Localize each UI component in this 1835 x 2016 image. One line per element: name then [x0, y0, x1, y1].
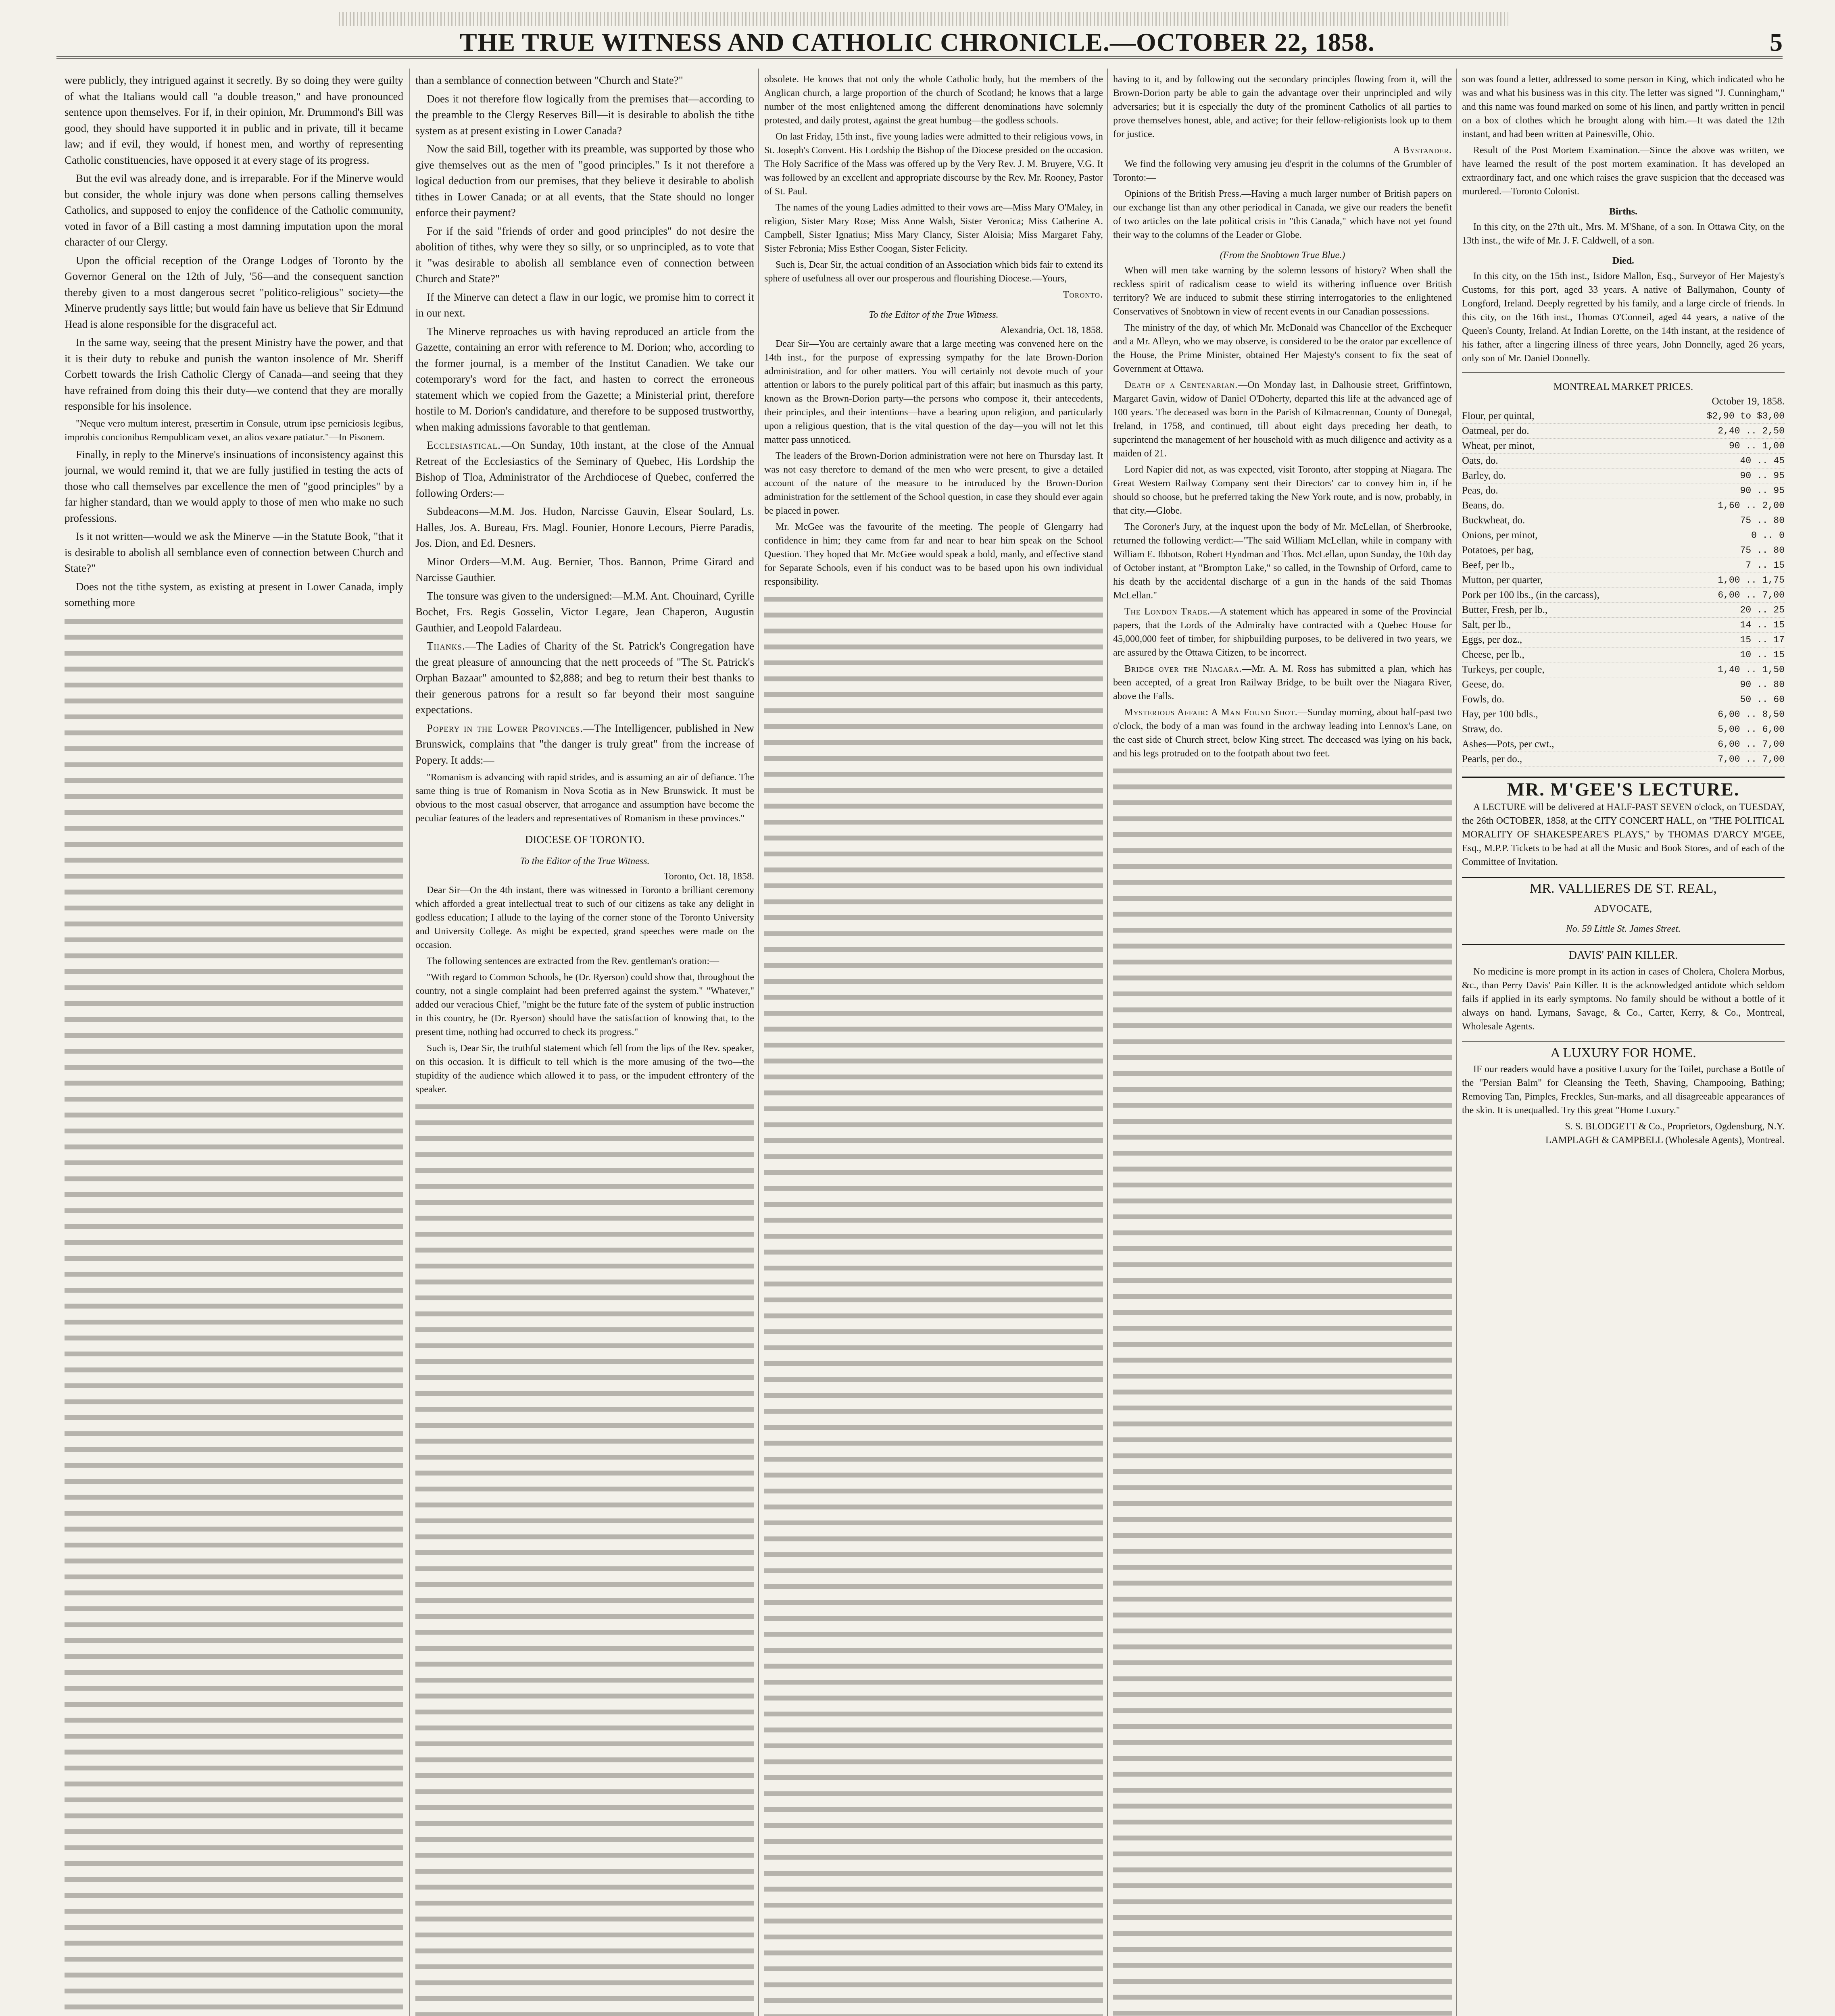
paragraph: Mysterious Affair: A Man Found Shot.—Sunday morning, about half-past two o'clock, the body of a man was found in the archway leading into Lennox's Lane, on the east side of Church street, below King street. The deceased was lying on his back, and his legs protruded on to the footpath about two feet.	[1113, 707, 1452, 759]
column-rule	[1107, 69, 1108, 2016]
market-row	[1462, 603, 1785, 618]
market-price: 0 .. 0	[1751, 530, 1785, 541]
pain-killer-heading: DAVIS' PAIN KILLER.	[1462, 944, 1785, 962]
market-price: 1,00 .. 1,75	[1718, 575, 1785, 585]
market-price: 50 .. 60	[1740, 694, 1785, 705]
market-prices-table	[1462, 372, 1785, 767]
paragraph: The Coroner's Jury, at the inquest upon the body of Mr. McLellan, of Sherbrooke, returned the following verdict:—"The said William McLellan, while in company with William E. Ibbotson, Robert Hyndman and Thos. McLellan, upon Sunday, the 10th day of October instant, at "Brompton Lake," so called, in the Township of Orford, came to his death by the accidental discharge of a gun in the hands of the said Thomas McLellan."	[1113, 522, 1452, 601]
paragraph: The ministry of the day, of which Mr. McDonald was Chancellor of the Exchequer and a Mr. Alleyn, who we may observe, is considered to be the orator par excellence of the House, the Prime Minister, obtained Her Majesty's consent to fix the seat of Government at Ottawa.	[1113, 323, 1452, 374]
paragraph: were publicly, they intrigued against it secretly. By so doing they were guilty of what the Italians would call "a double treason," and have pronounced sentence upon themselves. For if, in their opinion, Mr. Drummond's Bill was good, they should have supported it in public and in private, till it became law; and if evil, they would, if honest men, and worthy of representing Catholic constituencies, have opposed it at every stage of its progress.	[65, 74, 403, 166]
market-item: Flour, per quintal,	[1462, 410, 1535, 421]
market-item: Potatoes, per bag,	[1462, 545, 1534, 556]
market-item: Mutton, per quarter,	[1462, 575, 1543, 585]
source-line: (From the Snobtown True Blue.)	[1220, 250, 1345, 260]
births-heading: Births.	[1609, 206, 1637, 217]
market-price: 6,00 .. 8,50	[1718, 709, 1785, 720]
paragraph: The leaders of the Brown-Dorion administration were not here on Thursday last. It was not easy therefore to demand of the men who were present, to give a detailed account of the nature of the measure to be introduced by the Brown-Dorion administration for the settlement of the School question, in case they should ever again be placed in power.	[764, 451, 1103, 516]
market-price: 1,60 .. 2,00	[1718, 500, 1785, 511]
market-item: Buckwheat, do.	[1462, 515, 1525, 526]
paragraph: Bridge over the Niagara.—Mr. A. M. Ross has submitted a plan, which has been accepted, of a great Iron Railway Bridge, to be built over the Niagara River, above the Falls.	[1113, 664, 1452, 702]
signature: A Bystander.	[1393, 145, 1452, 156]
paragraph: obsolete. He knows that not only the whole Catholic body, but the members of the Anglican church, a large proportion of the church of Scotland; he knows that a large number of the most enlightened among the different denominations have solemnly protested, and daily protest, against the great humbug—the godless schools.	[764, 74, 1103, 126]
masthead-bleed-through	[339, 12, 1508, 26]
market-item: Onions, per minot,	[1462, 530, 1538, 541]
market-item: Turkeys, per couple,	[1462, 664, 1545, 675]
paragraph: Is it not written—would we ask the Minerve —in the Statute Book, "that it is desirable to abolish all semblance even of connection between Church and State?"	[65, 530, 403, 574]
section-subheading: To the Editor of the True Witness.	[869, 310, 999, 320]
paragraph: Thanks.—The Ladies of Charity of the St. Patrick's Congregation have the great pleasure of announcing that the nett proceeds of "The St. Patrick's Orphan Bazaar" amounted to $2,888; and beg to return their best thanks to their generous patrons for a result so far beyond their most sanguine expectations.	[415, 640, 754, 716]
pain-killer-advert: No medicine is more prompt in its action in cases of Cholera, Cholera Morbus, &c., than Perry Davis' Pain Killer. It is the acknowledged antidote which seldom fails if applied in its early symptoms. No family should be without a bottle of it always on hand. Lymans, Savage, & Co., Carter, Kerry, & Co., Montreal, Wholesale Agents.	[1462, 966, 1785, 1032]
market-row	[1462, 588, 1785, 603]
column-2	[415, 73, 754, 2016]
market-title: MONTREAL MARKET PRICES.	[1553, 381, 1693, 392]
market-price: 20 .. 25	[1740, 605, 1785, 615]
paragraph: Does not the tithe system, as existing at present in Lower Canada, imply something more	[65, 580, 403, 608]
divider	[1462, 372, 1785, 373]
quotation: "With regard to Common Schools, he (Dr. Ryerson) could show that, throughout the country, not a single complaint had been preferred against the system." "Whatever," added our veracious Chief, "might be the future fate of the system of public instruction in this country, he (Dr. Ryerson) should have the satisfaction of knowing that, to the present time, nothing had occurred to check its progress."	[415, 972, 754, 1037]
market-item: Salt, per lb.,	[1462, 619, 1511, 630]
lecture-notice: A LECTURE will be delivered at HALF-PAST SEVEN o'clock, on TUESDAY, the 26th OCTOBER, 1858, at the CITY CONCERT HALL, on "THE POLITICAL MORALITY OF SHAKESPEARE'S PLAYS," by THOMAS D'ARCY M'GEE, Esq., M.P.P. Tickets to be had at all the Music and Book Stores, and of each of the Committee of Invitation.	[1462, 802, 1785, 867]
market-price: 75 .. 80	[1740, 515, 1785, 526]
market-item: Oatmeal, per do.	[1462, 425, 1529, 436]
latin-quote: "Neque vero multum interest, præsertim in Consule, utrum ipse perniciosis legibus, improbis concionibus Rempublicam vexet, an alios vexare patiatur."—In Pisonem.	[65, 418, 403, 443]
market-price: 75 .. 80	[1740, 545, 1785, 556]
newspaper-title: THE TRUE WITNESS AND CATHOLIC CHRONICLE.—OCTOBER 22, 1858.	[460, 28, 1375, 56]
advert-signature: LAMPLAGH & CAMPBELL (Wholesale Agents), Montreal.	[1545, 1135, 1785, 1145]
paragraph: Death of a Centenarian.—On Monday last, in Dalhousie street, Griffintown, Margaret Gavin, widow of Daniel O'Doherty, departed this life at the advanced age of 100 years. The deceased was born in the Parish of Kilmacrennan, County of Donegal, Ireland, in 1758, and continued, till about eight days preceding her death, to superintend the management of her household with as much diligence and activity as a maiden of 21.	[1113, 380, 1452, 459]
market-date: October 19, 1858.	[1712, 396, 1785, 407]
market-row	[1462, 469, 1785, 483]
section-lead: Popery in the Lower Provinces.	[427, 722, 584, 734]
paragraph: Lord Napier did not, as was expected, visit Toronto, after stopping at Niagara. The Great Western Railway Company sent their Directors' car to convey him in, if he should so choose, but he preferred taking the New York route, and is now, probably, in that city.—Globe.	[1113, 464, 1452, 516]
market-price: 7 .. 15	[1745, 560, 1785, 571]
market-item: Oats, do.	[1462, 455, 1498, 466]
section-lead: The London Trade.	[1124, 606, 1210, 617]
section-lead: Thanks.	[427, 640, 465, 652]
paragraph: Mr. McGee was the favourite of the meeting. The people of Glengarry had confidence in him; they came from far and near to hear him speak on the School Question. They hoped that Mr. McGee would speak a bold, manly, and effective stand for Separate Schools, even if his conduct was to be based upon his own individual responsibility.	[764, 522, 1103, 587]
paragraph: Upon the official reception of the Orange Lodges of Toronto by the Governor General on the 12th of July, '56—and the consequent sanction thereby given to a most dangerous secret "politico-religious" society—the Minerve prudently says little; but would fain have us believe that Sir Edmund Head is alone responsible for the disgraceful act.	[65, 254, 403, 330]
paragraph: On last Friday, 15th inst., five young ladies were admitted to their religious vows, in St. Joseph's Convent. His Lordship the Bishop of the Diocese presided on the occasion. The Holy Sacrifice of the Mass was offered up by the Very Rev. J. M. Bruyere, V.G. It was followed by an excellent and appropriate discourse by the Rev. Mr. Rooney, Pastor of St. Paul.	[764, 131, 1103, 197]
luxury-heading: A LUXURY FOR HOME.	[1462, 1041, 1785, 1060]
market-price: 5,00 .. 6,00	[1718, 724, 1785, 735]
paragraph: If the Minerve can detect a flaw in our logic, we promise him to correct it in our next.	[415, 291, 754, 319]
text-continuation	[65, 613, 403, 2016]
market-item: Barley, do.	[1462, 470, 1506, 481]
market-price: 1,40 .. 1,50	[1718, 664, 1785, 675]
column-3	[764, 73, 1103, 2016]
market-price: 2,40 .. 2,50	[1718, 426, 1785, 436]
paragraph: Such is, Dear Sir, the actual condition of an Association which bids fair to extend its sphere of usefulness all over our prosperous and flourishing Diocese.—Yours,	[764, 260, 1103, 284]
section-subheading: To the Editor of the True Witness.	[520, 856, 650, 866]
death-notices: In this city, on the 15th inst., Isidore Mallon, Esq., Surveyor of Her Majesty's Customs, for this port, aged 33 years. A native of Ballymahon, County of Longford, Ireland. Deeply regretted by his family, and a large circle of friends. In this city, on the 16th inst., Thomas O'Conneil, aged 44 years, a native of the Queen's County, Ireland. At Indian Lorette, on the 14th instant, at the residence of his father, after a lingering illness of three years, John Donnelly, aged 26 years, only son of Mr. Daniel Donnelly.	[1462, 271, 1785, 364]
market-item: Beef, per lb.,	[1462, 560, 1514, 571]
market-item: Ashes—Pots, per cwt.,	[1462, 739, 1554, 750]
paragraph: The tonsure was given to the undersigned:—M.M. Ant. Chouinard, Cyrille Bochet, Frs. Regis Gosselin, Victor Legare, Jean Chaperon, Augustin Gauthier, and Leopold Falardeau.	[415, 589, 754, 634]
market-row	[1462, 618, 1785, 633]
column-rule	[409, 69, 410, 2016]
masthead	[56, 12, 1783, 59]
market-price: 90 .. 1,00	[1729, 441, 1785, 451]
luxury-advert: IF our readers would have a positive Luxury for the Toilet, purchase a Bottle of the "Persian Balm" for Cleansing the Teeth, Shaving, Champooing, Bathing; Removing Tan, Pimples, Freckles, Sun-marks, and all disagreeable appearances of the skin. It is unequalled. Try this great "Home Luxury."	[1462, 1064, 1785, 1116]
paragraph: Result of the Post Mortem Examination.—Since the above was written, we have learned the result of the post mortem examination. It has developed an extraordinary fact, and one which raises the grave suspicion that the deceased was murdered.—Toronto Colonist.	[1462, 145, 1785, 197]
market-row	[1462, 662, 1785, 677]
dateline: Toronto, Oct. 18, 1858.	[663, 871, 754, 882]
deaths-heading: Died.	[1612, 256, 1634, 266]
paragraph: Subdeacons—M.M. Jos. Hudon, Narcisse Gauvin, Elsear Soulard, Ls. Halles, Jos. A. Bureau, Frs. Magl. Founier, Honore Lecours, Pierre Paradis, Jos. Dion, and Ed. Desners.	[415, 505, 754, 549]
market-item: Fowls, do.	[1462, 694, 1504, 705]
market-item: Beans, do.	[1462, 500, 1504, 511]
section-lead: Ecclesiastical.	[427, 439, 501, 451]
market-row	[1462, 424, 1785, 439]
market-price: $2,90 to $3,00	[1706, 411, 1785, 421]
market-row	[1462, 633, 1785, 648]
market-price: 6,00 .. 7,00	[1718, 590, 1785, 600]
section-heading: DIOCESE OF TORONTO.	[525, 833, 645, 846]
paragraph: Popery in the Lower Provinces.—The Intelligencer, published in New Brunswick, complains that "the danger is truly great" from the increase of Popery. It adds:—	[415, 722, 754, 766]
market-row	[1462, 513, 1785, 528]
paragraph: Dear Sir—You are certainly aware that a large meeting was convened here on the 14th inst., for the purpose of expressing sympathy for the late Brown-Dorion administration, and for other matters. You will certainly not devote much of your attention or labors to the purely political part of this affair; but inasmuch as this party, known as the Brown-Dorion party—the persons who compose it, their antecedents, their principles, and their intentions—have a bearing upon religion, and particularly upon a religious question, that is the vital question of the day—you will not let this matter pass unnoticed.	[764, 339, 1103, 445]
paragraph: Dear Sir—On the 4th instant, there was witnessed in Toronto a brilliant ceremony which afforded a great intellectual treat to such of our citizens as take any delight in godless education; I allude to the laying of the corner stone of the Toronto University and University College. As might be expected, grand speeches were made on the occasion.	[415, 885, 754, 950]
market-row	[1462, 483, 1785, 498]
advert-signature: S. S. BLODGETT & Co., Proprietors, Ogdensburg, N.Y.	[1565, 1121, 1785, 1132]
column-4	[1113, 73, 1452, 2016]
paragraph: Ecclesiastical.—On Sunday, 10th instant, at the close of the Annual Retreat of the Ecclesiastics of the Seminary of Quebec, His Lordship the Bishop of Tloa, Administrator of the Archdiocese of Quebec, conferred the following Orders:—	[415, 439, 754, 499]
column-1	[65, 73, 403, 2016]
market-item: Straw, do.	[1462, 724, 1503, 735]
market-price: 7,00 .. 7,00	[1718, 754, 1785, 764]
quotation: "Romanism is advancing with rapid strides, and is assuming an air of defiance. The same thing is true of Romanism in Nova Scotia as in New Brunswick. It must be obvious to the most casual observer, that arrogance and assumption have become the peculiar features of the leaders and representatives of Romanism in these provinces."	[415, 772, 754, 824]
text-continuation	[764, 591, 1103, 2016]
paragraph: The London Trade.—A statement which has appeared in some of the Provincial papers, that the Lords of the Admiralty have contracted with a Quebec House for 45,000,000 feet of timber, for shipbuilding purposes, to be delivered in two years, we are assured by the Ottawa Citizen, to be incorrect.	[1113, 606, 1452, 658]
paragraph: But the evil was already done, and is irreparable. For if the Minerve would but consider, the whole injury was done when persons calling themselves Catholics, and supposed to enjoy the confidence of the Catholic community, voted in favor of a Bill casting a most damning imputation upon the moral character of our Clergy.	[65, 172, 403, 248]
market-item: Peas, do.	[1462, 485, 1498, 496]
column-rule	[758, 69, 759, 2016]
market-price: 10 .. 15	[1740, 650, 1785, 660]
paragraph: Now the said Bill, together with its preamble, was supported by those who give themselves out as the men of "good principles." Is it not therefore a logical deduction from our premises, that they believe it desirable to abolish tithes in Lower Canada; or at all events, that the State should no longer enforce their payment?	[415, 143, 754, 219]
section-lead: Death of a Centenarian.	[1124, 380, 1238, 390]
paragraph: Finally, in reply to the Minerve's insinuations of inconsistency against this journal, we would remind it, that we are fully justified in testing the acts of those who call themselves par excellence the men of "good principles" by a far higher standard, than we would apply to those of men who make no such professions.	[65, 448, 403, 524]
market-price: 90 .. 95	[1740, 485, 1785, 496]
paragraph: The Minerve reproaches us with having reproduced an article from the Gazette, containing an error with reference to M. Dorion; who, according to the former journal, is a member of the Institut Canadien. We take our cotemporary's word for the fact, and hasten to correct the erroneous statement which we copied from the Gazette; a Ministerial print, therefore hostile to M. Dorion's candidature, and therefore to be supposed trustworthy, when making admissions favorable to that gentleman.	[415, 325, 754, 433]
market-price: 90 .. 80	[1740, 679, 1785, 690]
paragraph: When will men take warning by the solemn lessons of history? When shall the reckless spirit of radicalism cease to wield its withering influence over British territory? We are induced to submit these stirring interrogatories to the enlightened Conservatives of Snobtown in view of recent events in our Canadian possessions.	[1113, 265, 1452, 317]
market-row	[1462, 439, 1785, 454]
market-price: 40 .. 45	[1740, 456, 1785, 466]
market-item: Wheat, per minot,	[1462, 440, 1535, 451]
paragraph: We find the following very amusing jeu d'esprit in the columns of the Grumbler of Toronto:—	[1113, 159, 1452, 183]
advocate-title: ADVOCATE,	[1594, 904, 1653, 914]
market-price: 90 .. 95	[1740, 471, 1785, 481]
page-number: 5	[1770, 28, 1783, 56]
paragraph: Does it not therefore flow logically from the premises that—according to the preamble to the Clergy Reserves Bill—it is desirable to abolish the tithe system as at present existing in Lower Canada?	[415, 92, 754, 137]
paragraph: son was found a letter, addressed to some person in King, which indicated who he was and what his business was in this city. The letter was signed "J. Cunningham," and this name was found marked on some of his linen, and partly written in pencil on a box of clothes which he brought along with him.—It was dated the 12th instant, and had been written at Painesville, Ohio.	[1462, 74, 1785, 140]
market-row	[1462, 573, 1785, 588]
market-row	[1462, 498, 1785, 513]
market-item: Pearls, per do.,	[1462, 754, 1522, 764]
section-lead: Mysterious Affair: A Man Found Shot.	[1124, 707, 1298, 718]
paragraph: For if the said "friends of order and good principles" do not desire the abolition of tithes, why were they so silly, or so unprincipled, as to vote that it "was desirable to abolish all semblance even of connection between Church and State?"	[415, 225, 754, 285]
market-price: 6,00 .. 7,00	[1718, 739, 1785, 750]
paragraph: The names of the young Ladies admitted to their vows are—Miss Mary O'Maley, in religion, Sister Mary Rose; Miss Anne Walsh, Sister Veronica; Miss Catherine A. Campbell, Sister Ignatius; Miss Mary Clancy, Sister Aloisia; Miss Margaret Fahy, Sister Febronia; Miss Esther Coogan, Sister Felicity.	[764, 202, 1103, 254]
market-row	[1462, 648, 1785, 662]
paragraph: having to it, and by following out the secondary principles flowing from it, will the Brown-Dorion party be able to gain the advantage over their unprincipled and wily adversaries; but it is especially the duty of the prominent Catholics of all parties to prove themselves honest, able, and active; for their fellow-religionists look up to them for justice.	[1113, 74, 1452, 140]
paragraph: In the same way, seeing that the present Ministry have the power, and that it is their duty to rebuke and punish the wanton insolence of Mr. Sheriff Corbett towards the Irish Catholic Clergy of Canada—and seeing that they have refrained from doing this their duty—we contend that they are morally responsible for his insolence.	[65, 336, 403, 412]
market-row	[1462, 454, 1785, 469]
market-row	[1462, 722, 1785, 737]
text-continuation	[415, 1099, 754, 2016]
market-item: Butter, Fresh, per lb.,	[1462, 604, 1548, 615]
market-row	[1462, 543, 1785, 558]
advocate-address: No. 59 Little St. James Street.	[1566, 924, 1681, 934]
market-price: 14 .. 15	[1740, 620, 1785, 630]
market-item: Hay, per 100 bdls.,	[1462, 709, 1538, 720]
text-continuation	[1113, 763, 1452, 2016]
market-item: Cheese, per lb.,	[1462, 649, 1524, 660]
market-row	[1462, 737, 1785, 752]
market-row	[1462, 558, 1785, 573]
paragraph: The following sentences are extracted from the Rev. gentleman's oration:—	[427, 956, 719, 966]
paragraph: Such is, Dear Sir, the truthful statement which fell from the lips of the Rev. speaker, on this occasion. It is difficult to tell which is the more amusing of the two—the stupidity of the audience which allowed it to pass, or the impudent effrontery of the speaker.	[415, 1043, 754, 1095]
paragraph: than a semblance of connection between "Church and State?"	[415, 74, 683, 86]
paragraph: Minor Orders—M.M. Aug. Bernier, Thos. Bannon, Prime Girard and Narcisse Gauthier.	[415, 555, 754, 583]
column-rule	[1456, 69, 1457, 2016]
market-item: Geese, do.	[1462, 679, 1504, 690]
paragraph: Opinions of the British Press.—Having a much larger number of British papers on our exchange list than any other periodical in Canada, we give our readers the benefit of two articles on the late political crisis in "this Canada," which have not yet found their way to the columns of the Leader or Globe.	[1113, 189, 1452, 240]
advocate-heading: MR. VALLIERES DE ST. REAL,	[1462, 877, 1785, 896]
market-row	[1462, 528, 1785, 543]
market-row	[1462, 752, 1785, 767]
births-notices: In this city, on the 27th ult., Mrs. M. M'Shane, of a son. In Ottawa City, on the 13th inst., the wife of Mr. J. F. Caldwell, of a son.	[1462, 222, 1785, 246]
market-rows	[1462, 409, 1785, 767]
signature: Toronto.	[1063, 289, 1103, 300]
market-row	[1462, 409, 1785, 424]
column-5	[1462, 73, 1785, 2016]
market-price: 15 .. 17	[1740, 635, 1785, 645]
dateline: Alexandria, Oct. 18, 1858.	[1000, 325, 1103, 335]
market-row	[1462, 677, 1785, 692]
market-item: Pork per 100 lbs., (in the carcass),	[1462, 589, 1599, 600]
market-row	[1462, 707, 1785, 722]
market-item: Eggs, per doz.,	[1462, 634, 1522, 645]
section-lead: Bridge over the Niagara.	[1124, 664, 1242, 674]
lecture-heading: MR. M'GEE'S LECTURE.	[1462, 777, 1785, 796]
market-row	[1462, 692, 1785, 707]
